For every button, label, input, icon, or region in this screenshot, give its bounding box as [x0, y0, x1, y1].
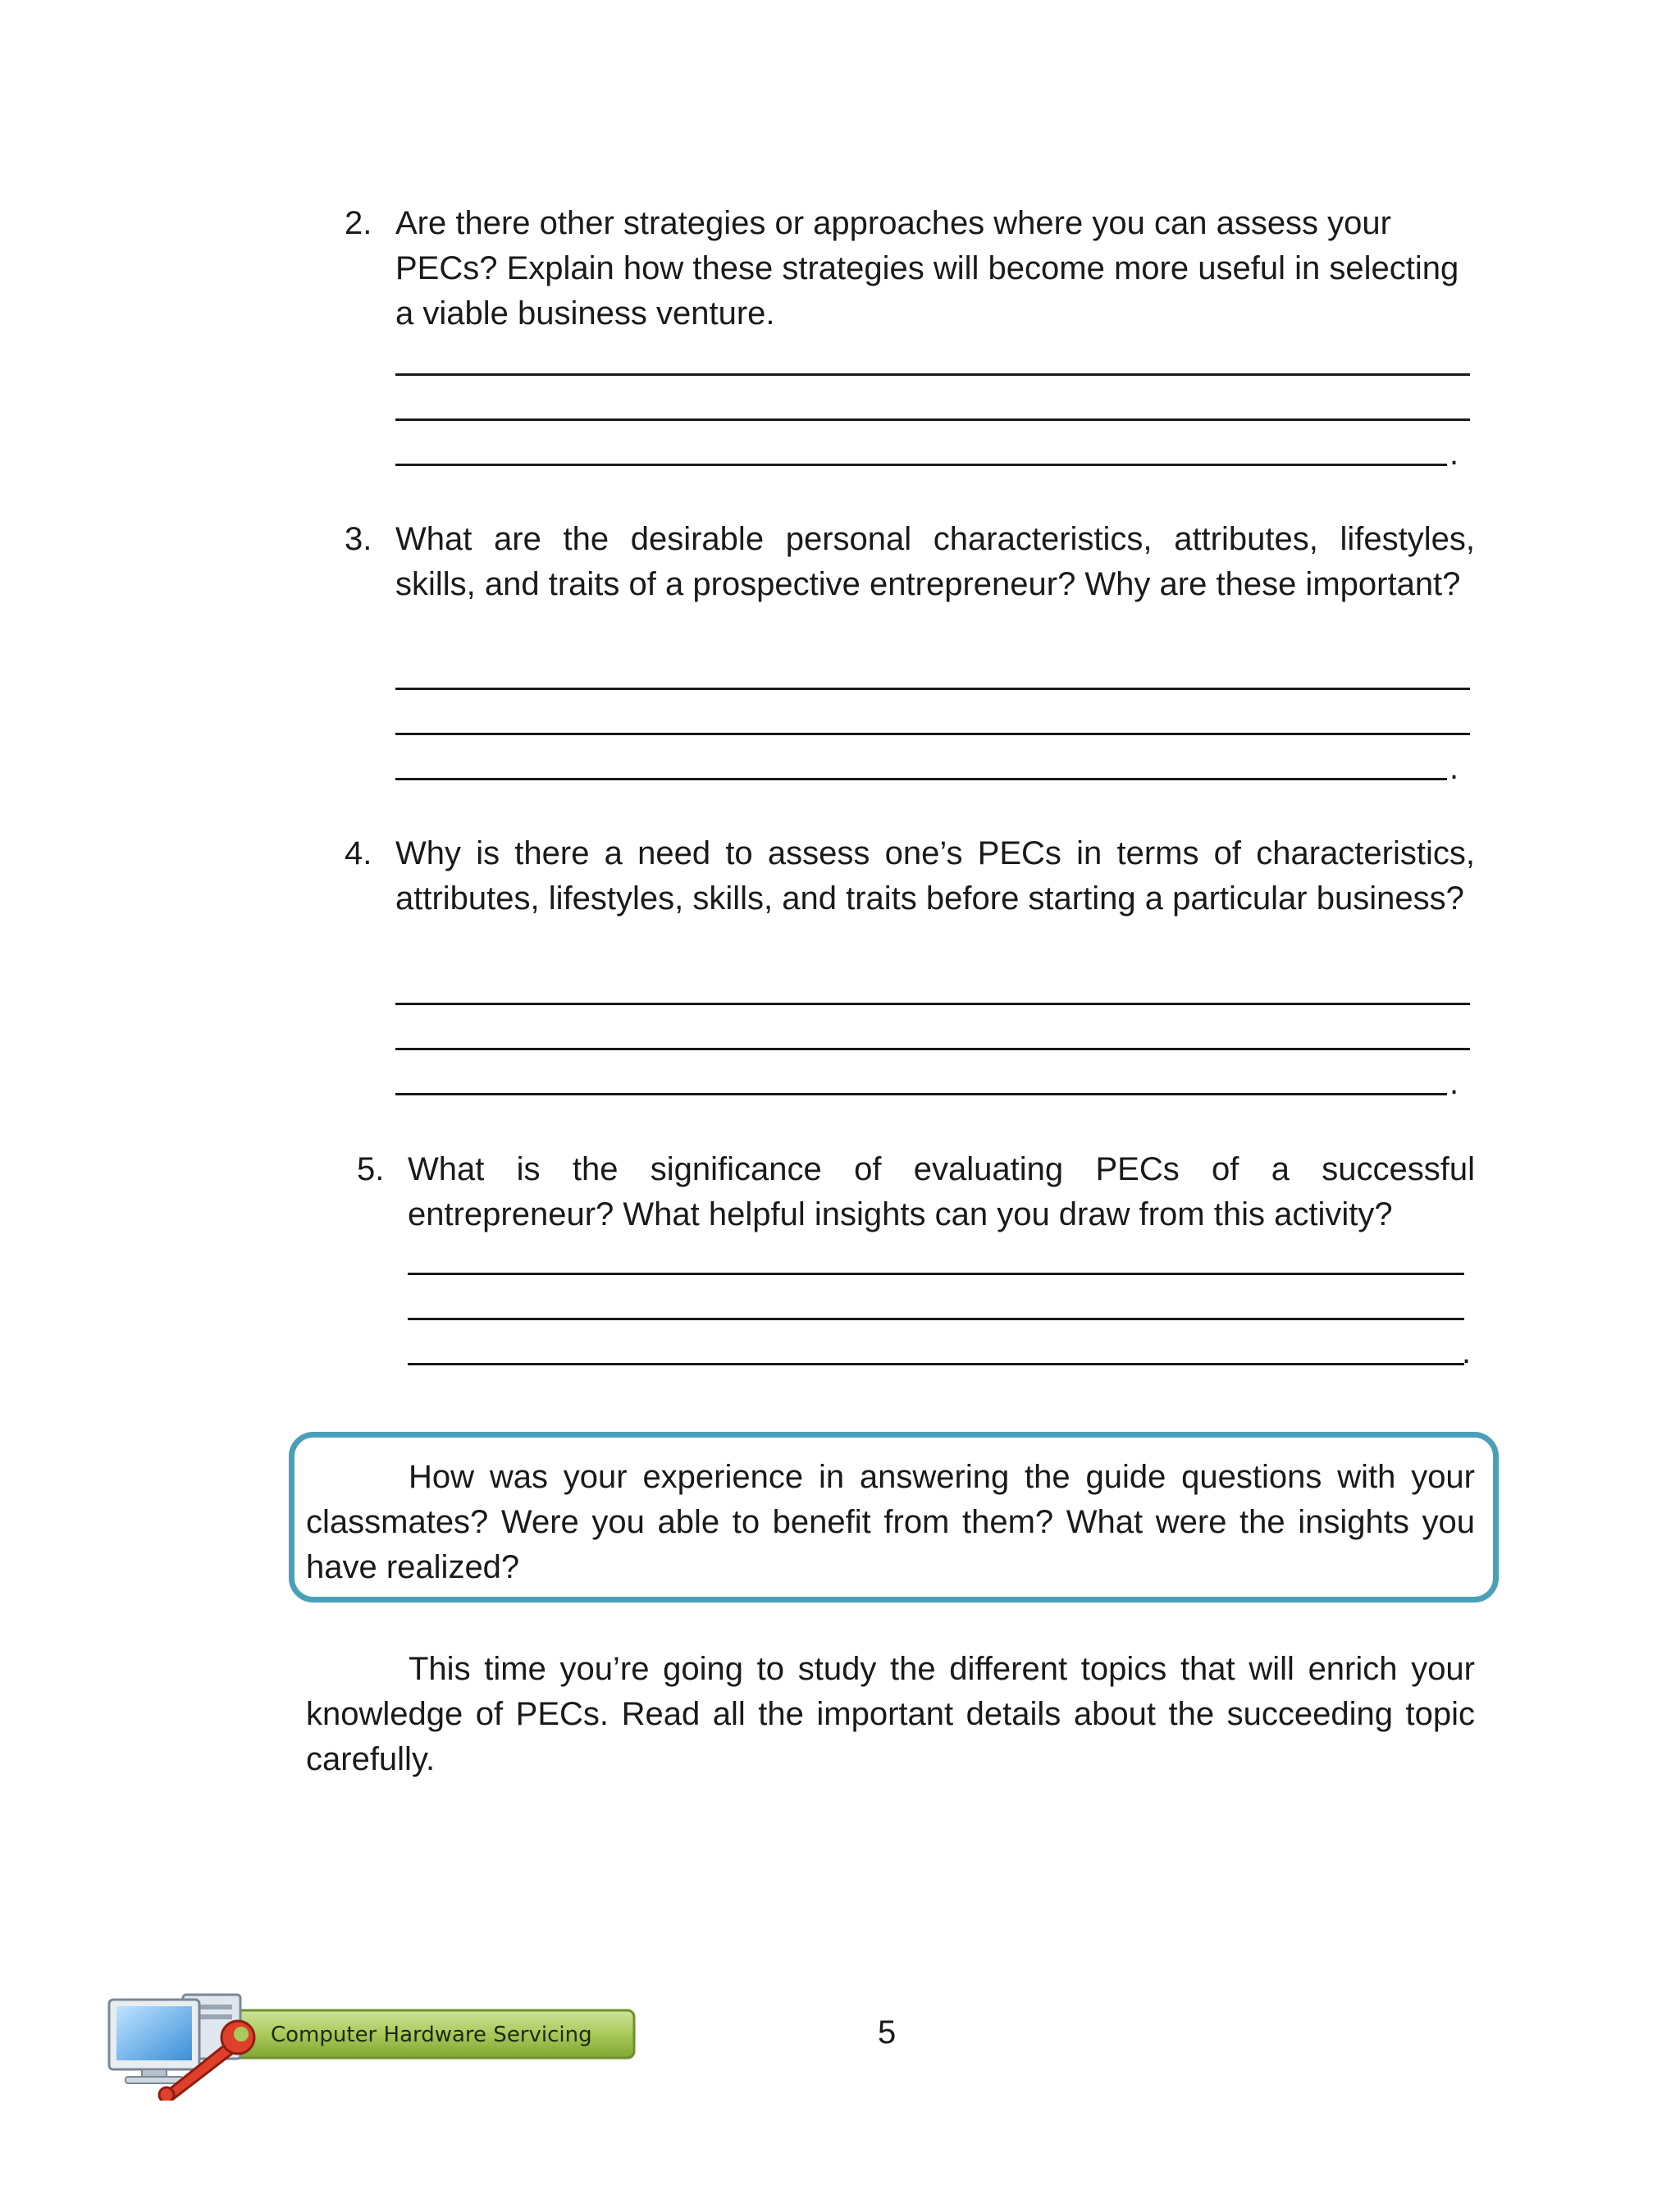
- question-number: 2.: [345, 205, 372, 241]
- answer-line: [408, 1363, 1464, 1365]
- reflection-text: How was your experience in answering the guide questions with your classmates? Were you able to benefit from them? What were the insights you have realized?: [306, 1459, 1475, 1585]
- answer-end-period: .: [1462, 1334, 1472, 1370]
- logo-label: Computer Hardware Servicing: [271, 2023, 592, 2047]
- page-number: 5: [878, 2014, 897, 2051]
- closing-paragraph: This time you’re going to study the different topics that will enrich your knowledge of PECs. Read all the important details about the succeeding topic carefully.: [306, 1651, 1475, 1777]
- answer-line: [395, 1093, 1447, 1095]
- question-text: Are there other strategies or approaches where you can assess your PECs? Explain how these strategies will become more useful in selecting a viable business venture.: [395, 205, 1459, 331]
- question-text: Why is there a need to assess one’s PECs in terms of characteristics, attributes, lifestyles, skills, and traits before starting a particular business?: [395, 835, 1475, 917]
- answer-line: [395, 778, 1447, 780]
- question-text: What is the significance of evaluating PECs of a successful entrepreneur? What helpful insights can you draw from this activity?: [408, 1151, 1475, 1232]
- answer-line: [408, 1273, 1464, 1275]
- question-number: 5.: [357, 1151, 385, 1187]
- question-3: [345, 517, 1475, 607]
- answer-line: [395, 373, 1470, 376]
- question-number: 4.: [345, 835, 372, 871]
- answer-end-period: .: [1449, 1065, 1459, 1101]
- answer-line: [395, 418, 1470, 421]
- answer-line: [395, 464, 1447, 466]
- question-5: [357, 1147, 1475, 1237]
- question-4: [345, 831, 1475, 921]
- answer-line: [395, 1048, 1470, 1050]
- answer-line: [395, 688, 1470, 690]
- answer-line: [395, 733, 1470, 735]
- question-2: [345, 201, 1475, 336]
- answer-line: [408, 1318, 1464, 1320]
- answer-end-period: .: [1449, 436, 1459, 472]
- footer-logo: [105, 1990, 646, 2101]
- answer-end-period: .: [1449, 750, 1459, 786]
- answer-line: [395, 1003, 1470, 1005]
- question-number: 3.: [345, 521, 372, 557]
- question-text: What are the desirable personal characteristics, attributes, lifestyles, skills, and traits of a prospective entrepreneur? Why are these important?: [395, 521, 1475, 602]
